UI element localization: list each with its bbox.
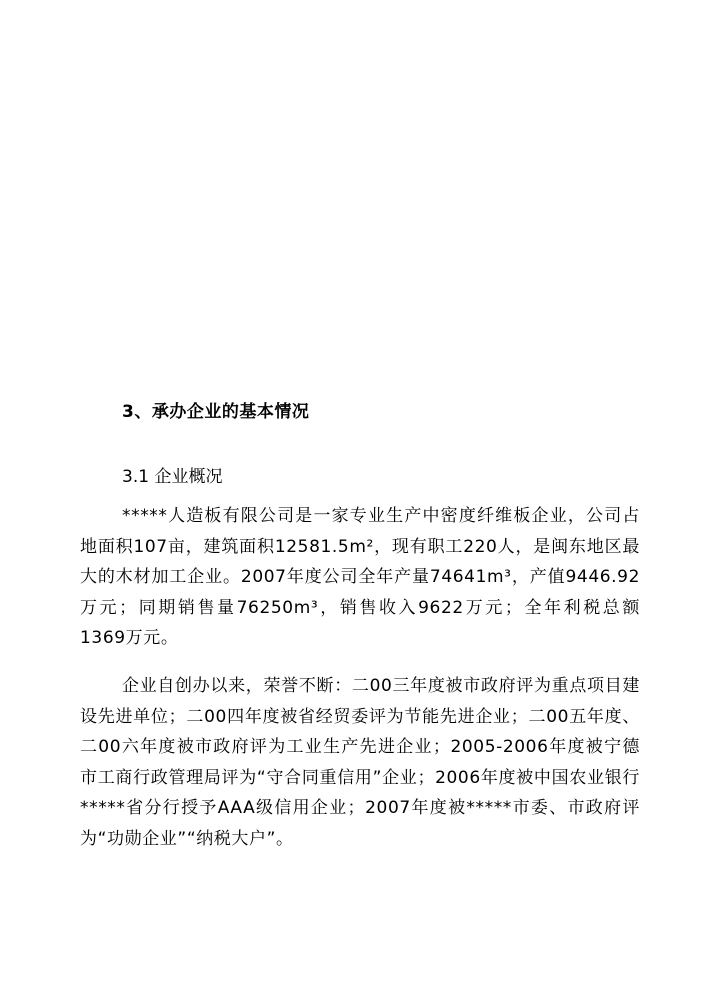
paragraph-honors: 企业自创办以来，荣誉不断：二00三年度被市政府评为重点项目建设先进单位；二00四年度被省经贸委评为节能先进企业；二00五年度、二00六年度被市政府评为工业生产先进企业；2005-2006年度被宁德市工商行政管理局评为“守合同重信用”企业；2006年度被中国农业银行*****省分行授予AAA级信用企业；2007年度被*****市委、市政府评为“功勋企业”“纳税大户”。 xyxy=(80,676,640,849)
paragraph-company-overview: *****人造板有限公司是一家专业生产中密度纤维板企业，公司占地面积107亩，建筑面积12581.5m²，现有职工220人，是闽东地区最大的木材加工企业。2007年度公司全年产量74641m³，产值9446.92万元；同期销售量76250m³，销售收入9622万元；全年利税总额1369万元。 xyxy=(80,506,640,648)
subsection-heading: 3.1 企业概况 xyxy=(122,467,223,487)
section-heading: 3、承办企业的基本情况 xyxy=(122,402,310,422)
